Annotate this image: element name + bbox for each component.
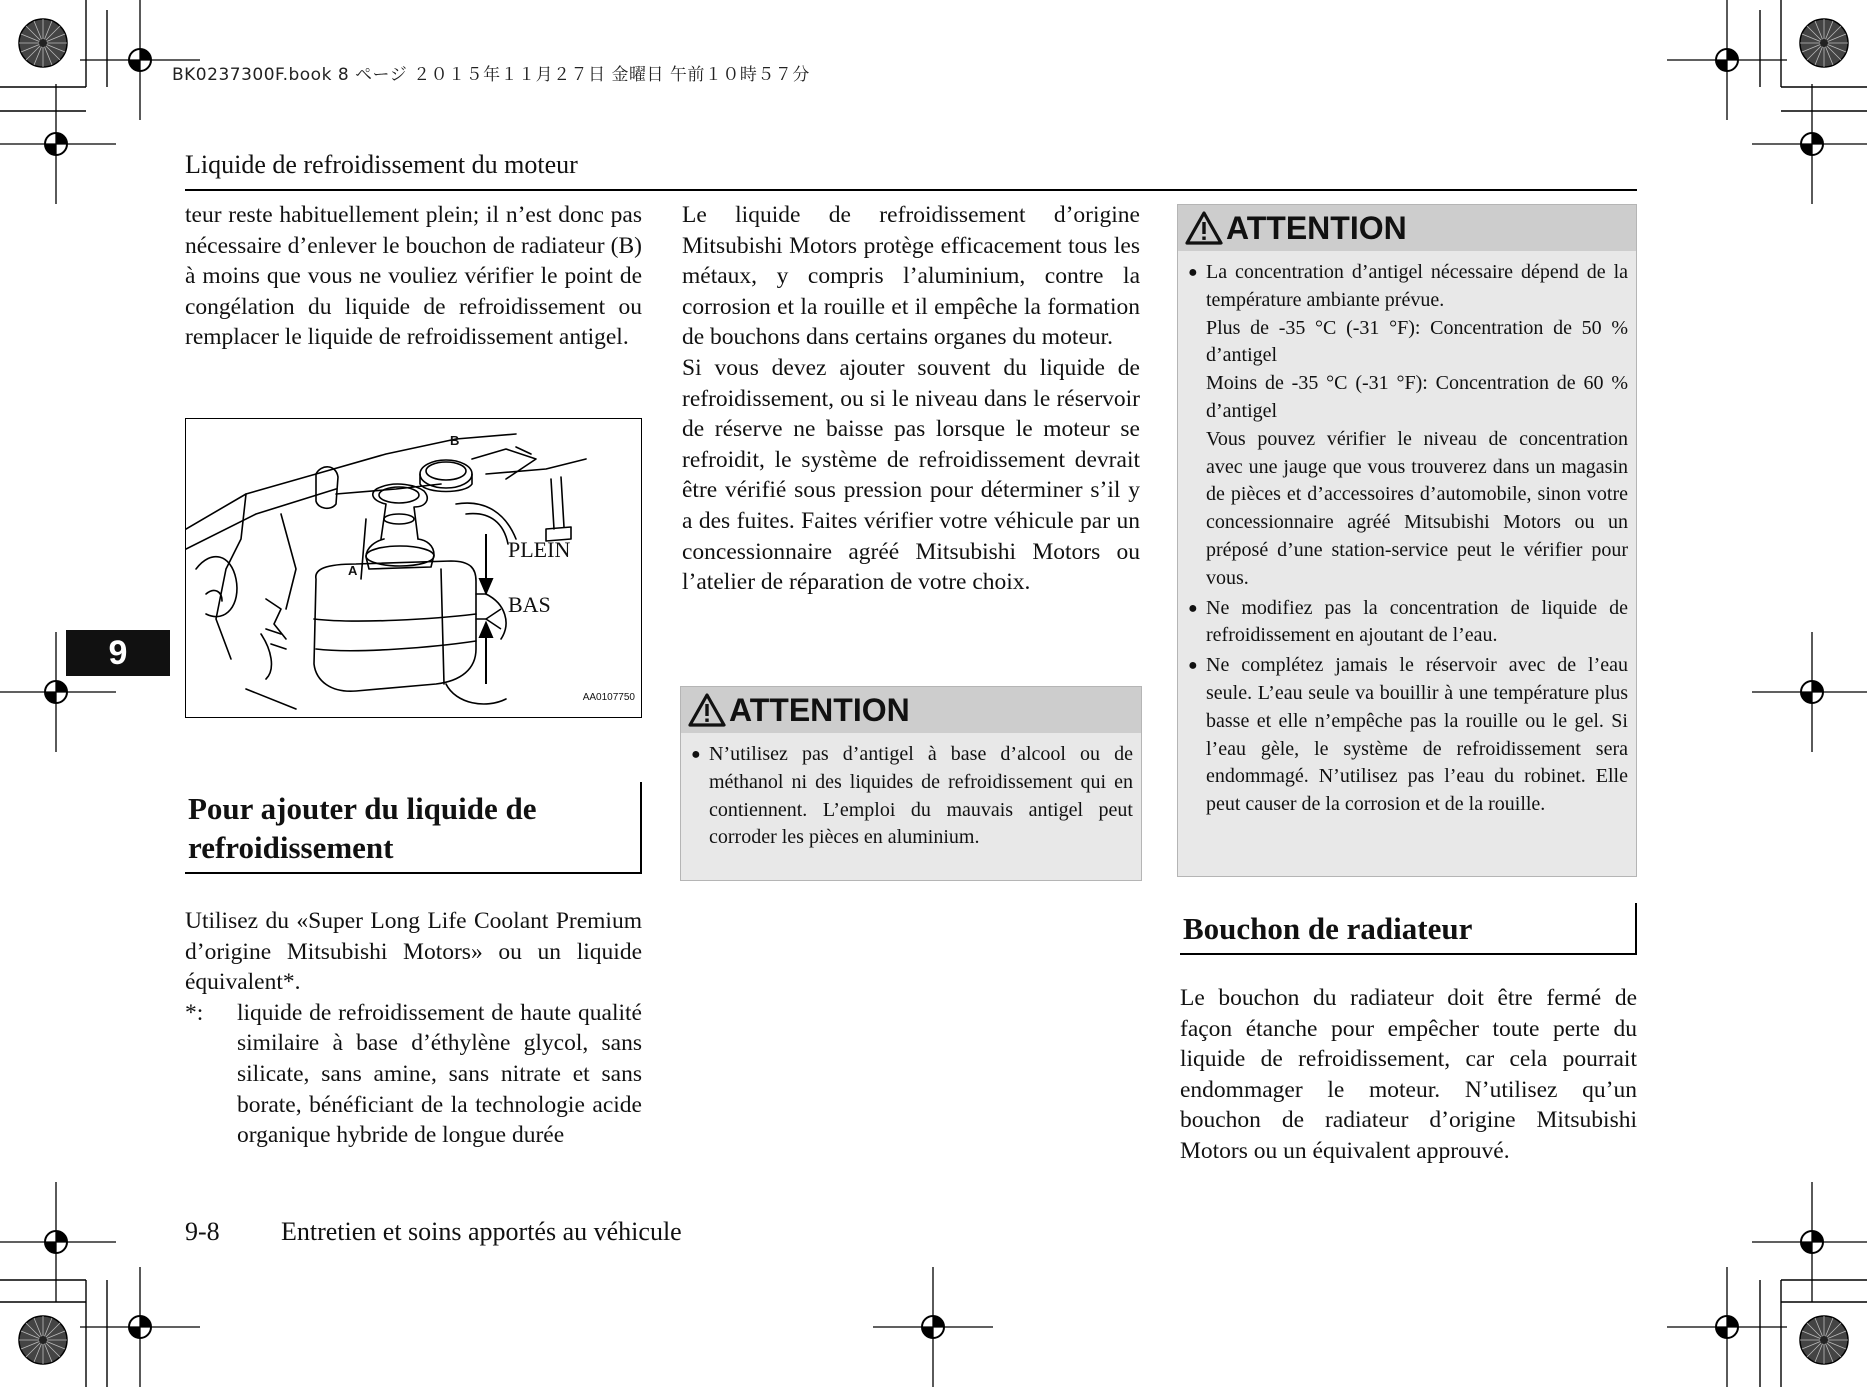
warning-icon [687,692,727,728]
attention-item-text: Vous pouvez vérifier le niveau de concentration avec une jauge que vous trouverez dans un magasin de pièces et d’accessoires d’automobile, sinon votre concessionnaire agréé Mitsubishi Motors ou un préposé d’une station-service peut le vérifier pour vous. [1206,427,1628,589]
col1-intro [185,200,642,353]
footnote [185,998,642,1151]
print-header: BK0237300F.book 8 ページ ２０１５年１１月２７日 金曜日 午前１０時５７分 [172,65,810,85]
attention-item-text: Moins de -35 °C (-31 °F): Concentration de 60 % d’antigel [1206,372,1628,422]
footnote-marker: *: [185,999,204,1026]
heading-radiator-cap-text: Bouchon de radiateur [1183,911,1473,946]
bullet-dot: ● [1188,657,1198,675]
coolant-reservoir-figure [185,418,642,718]
chapter-tab: 9 [66,630,170,676]
attention-item [1188,652,1628,819]
col2-paragraph-1: Le liquide de refroidissement d’origine Mitsubishi Motors protège efficacement tous les métaux, y compris l’aluminium, contre la corrosion et la rouille et il empêche la formation de bouchons dans certains organes du moteur. [682,202,1140,351]
heading-add-coolant [185,782,642,874]
chapter-title: Entretien et soins apportés au véhicule [281,1217,682,1246]
header-rule [185,189,1637,191]
figure-code: AA0107750 [582,692,635,703]
col1-body [185,906,642,1151]
attention-item [1188,259,1628,593]
col2-paragraph-2: Si vous devez ajouter souvent du liquide de refroidissement, ou si le niveau dans le réservoir de réserve ne baisse pas lorsque le moteur se refroidit, le système de refroidissement devrait être vérifié sous pression pour déterminer s’il y a des fuites. Faites vérifier votre véhicule par un concessionnaire agréé Mitsubishi Motors ou l’atelier de réparation de votre choix. [682,354,1140,596]
attention-item-text: Ne modifiez pas la concentration de liquide de refroidissement en ajoutant de l’eau. [1206,596,1628,647]
attention-item [1188,595,1628,651]
attention-item-text: Plus de -35 °C (-31 °F): Concentration de 50 % d’antigel [1206,316,1628,367]
col2-text [682,200,1140,598]
figure-label-full: PLEIN [508,537,571,562]
intro-paragraph: teur reste habituellement plein; il n’est donc pas nécessaire d’enlever le bouchon de radiateur (B) à moins que vous ne vouliez vérifier le point de congélation du liquide de refroidissement ou remplacer le liquide de refroidissement antigel. [185,202,642,351]
attention-title [681,687,1141,733]
figure-letter-b: B [450,433,460,448]
attention-box-col3 [1177,204,1637,877]
footnote-text: liquide de refroidissement de haute qualité similaire à base d’éthylène glycol, sans silicate, sans amine, sans nitrate et sans borate, bénéficiant de la technologie acide organique hybride de longue durée [237,999,642,1149]
attention-box-col2 [680,686,1142,881]
figure-label-low: BAS [508,592,551,617]
bullet-dot: ● [1188,599,1198,617]
add-coolant-paragraph: Utilisez du «Super Long Life Coolant Premium d’origine Mitsubishi Motors» ou un liquide équivalent*. [185,908,642,996]
bullet-dot: ● [1188,264,1198,281]
radiator-cap-paragraph: Le bouchon du radiateur doit être fermé de façon étanche pour empêcher toute perte du liquide de refroidissement, car cela pourrait endommager le moteur. N’utilisez qu’un bouchon de radiateur d’origine Mitsubishi Motors ou un équivalent approuvé. [1180,985,1637,1164]
section-header: Liquide de refroidissement du moteur [185,150,578,179]
attention-title [1178,205,1636,251]
page-number: 9-8 [185,1217,220,1246]
heading-add-coolant-text: Pour ajouter du liquide de refroidissement [188,791,537,865]
attention-item-text: Ne complétez jamais le réservoir avec de l’eau seule. L’eau seule va bouillir à une température plus basse et elle n’empêche pas la rouille ou le gel. Si l’eau gèle, le système de refroidissement sera endommagé. N’utilisez pas l’eau du robinet. Elle peut causer de la corrosion et de la rouille. [1206,654,1628,816]
bullet-dot: ● [691,746,701,763]
attention-title-text: ATTENTION [1226,209,1407,246]
heading-radiator-cap [1180,903,1637,955]
attention-item [691,741,1133,852]
col3-body [1180,983,1637,1167]
attention-title-text: ATTENTION [729,691,910,728]
attention-item-text: La concentration d’antigel nécessaire dépend de la température ambiante prévue. [1206,261,1628,311]
engine-illustration [186,419,642,718]
warning-icon [1184,210,1224,246]
attention-item-text: N’utilisez pas d’antigel à base d’alcool ou de méthanol ni des liquides de refroidissement qui en contiennent. L’emploi du mauvais antigel peut corroder les pièces en aluminium. [709,743,1133,849]
figure-letter-a: A [348,563,358,578]
